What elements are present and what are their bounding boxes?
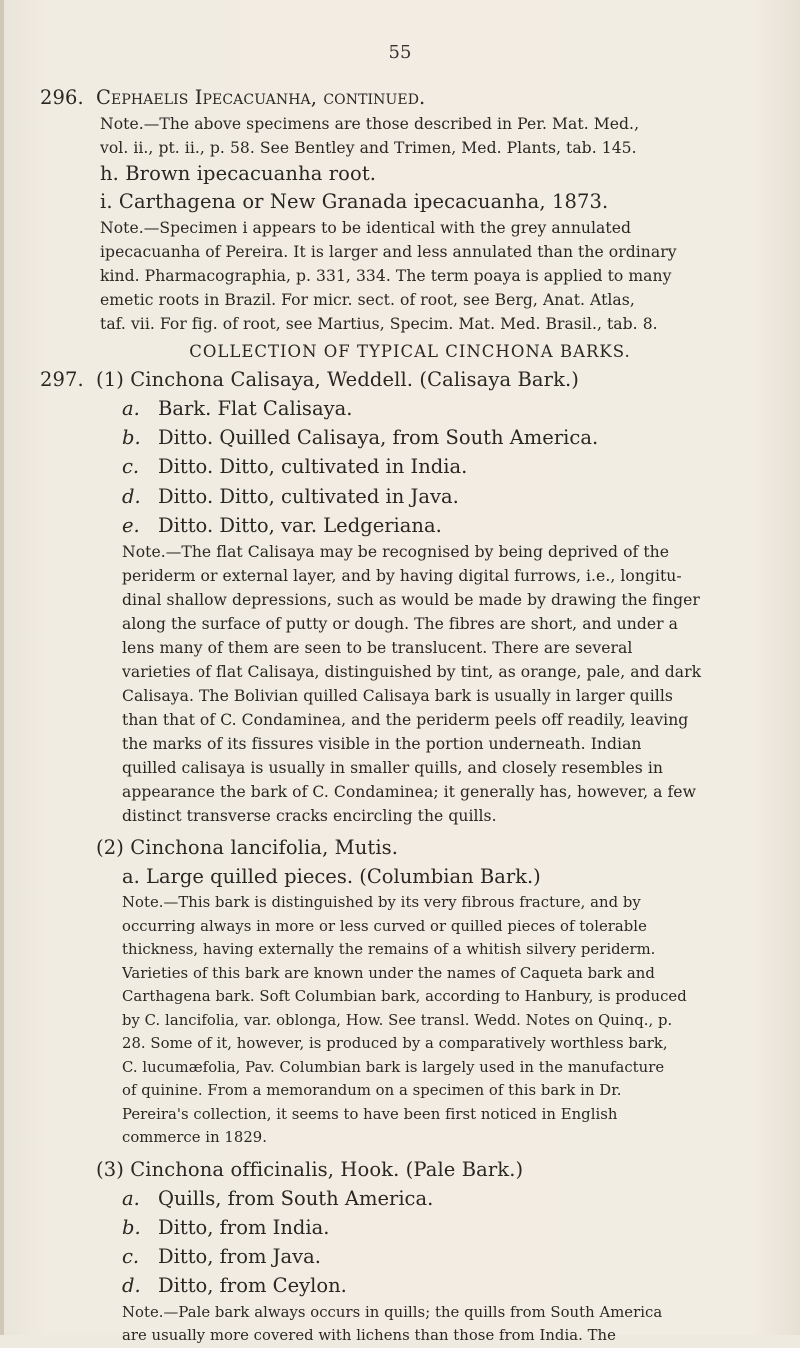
entry-296-title: 296. Cephaelis Ipecacuanha, continued. [40, 86, 426, 109]
entry-297-sub2-note: Note.—This bark is distinguished by its very fibrous fracture, and by occurring always in more or less curved or quilled pieces of tolerable thickness, having externally the remains of a whitish silvery periderm. Varieties of this bark are known under the names of Caqueta bark and Carthagena bark. Soft Columbian bark, according to Hanbury, is produced by C. lancifolia, var. oblonga, How. See transl. Wedd. Notes on Quinq., p. 28. Some of it, however, is produced by a comparatively worthless bark, C. lucumæfolia, Pav. Columbian bark is largely used in the manufacture of quinine. From a memorandum on a specimen of this bark in Dr. Pereira's collection, it seems to have been first noticed in English commerce in 1829. [122, 894, 687, 1147]
entry-297-sub2-item-a: a. Large quilled pieces. (Columbian Bark.) [122, 865, 541, 889]
page-number: 55 [388, 42, 412, 63]
list-item: d. Ditto, from Ceylon. [122, 1274, 347, 1298]
entry-297-sub1-note: Note.—The flat Calisaya may be recognised by being deprived of the periderm or external layer, and by having digital furrows, i.e., longitu- dinal shallow depressions, such as would be made by drawing the finger along the surface of putty or dough. The fibres are short, and under a lens many of them are seen to be translucent. There are several varieties of flat Calisaya, distinguished by tint, as orange, pale, and dark Calisaya. The Bolivian quilled Calisaya bark is usually in larger quills than that of C. Condaminea, and the periderm peels off readily, leaving the marks of its fissures visible in the portion underneath. Indian quilled calisaya is usually in smaller quills, and closely resembles in appearance the bark of C. Condaminea; it generally has, however, a few distinct transverse cracks encircling the quills. [122, 543, 702, 826]
section-heading: COLLECTION OF TYPICAL CINCHONA BARKS. [189, 342, 631, 361]
list-item: d. Ditto. Ditto, cultivated in Java. [122, 484, 459, 508]
list-item: c. Ditto. Ditto, cultivated in India. [122, 455, 468, 479]
entry-297-sub1-title: 297. (1) Cinchona Calisaya, Weddell. (Calisaya Bark.) [40, 368, 579, 391]
entry-296-item-i: i. Carthagena or New Granada ipecacuanha, 1873. [100, 190, 609, 213]
entry-296-note2: Note.—Specimen i appears to be identical with the grey annulated ipecacuanha of Pereira. It is larger and less annulated than the ordinary kind. Pharmacographia, p. 331, 334. The term poaya is applied to many emetic roots in Brazil. For micr. sect. of root, see Berg, Anat. Atlas, taf. vii. For fig. of root, see Martius, Specim. Mat. Med. Brasil., tab. 8. [100, 219, 677, 333]
page-content [40, 84, 780, 1348]
list-item: e. Ditto. Ditto, var. Ledgeriana. [122, 513, 442, 537]
page-edge [0, 0, 4, 1335]
entry-297-sub3-note: Note.—Pale bark always occurs in quills; the quills from South America are usually more covered with lichens than those from India. The [122, 1303, 663, 1345]
list-item: a. Quills, from South America. [122, 1186, 434, 1210]
entry-297-sub1-items [40, 394, 780, 540]
list-item: c. Ditto, from Java. [122, 1245, 321, 1269]
list-item: b. Ditto. Quilled Calisaya, from South America. [122, 426, 599, 450]
entry-297-sub3-items [40, 1184, 780, 1301]
entry-296-item-h: h. Brown ipecacuanha root. [100, 162, 377, 185]
list-item: a. Bark. Flat Calisaya. [122, 397, 353, 420]
entry-297-sub2-title: (2) Cinchona lancifolia, Mutis. [96, 836, 399, 860]
entry-296-note: Note.—The above specimens are those described in Per. Mat. Med., vol. ii., pt. ii., p. 58. See Bentley and Trimen, Med. Plants, tab. 145. [100, 115, 640, 157]
entry-297-sub3-title: (3) Cinchona officinalis, Hook. (Pale Bark.) [96, 1157, 524, 1181]
list-item: b. Ditto, from India. [122, 1215, 330, 1239]
